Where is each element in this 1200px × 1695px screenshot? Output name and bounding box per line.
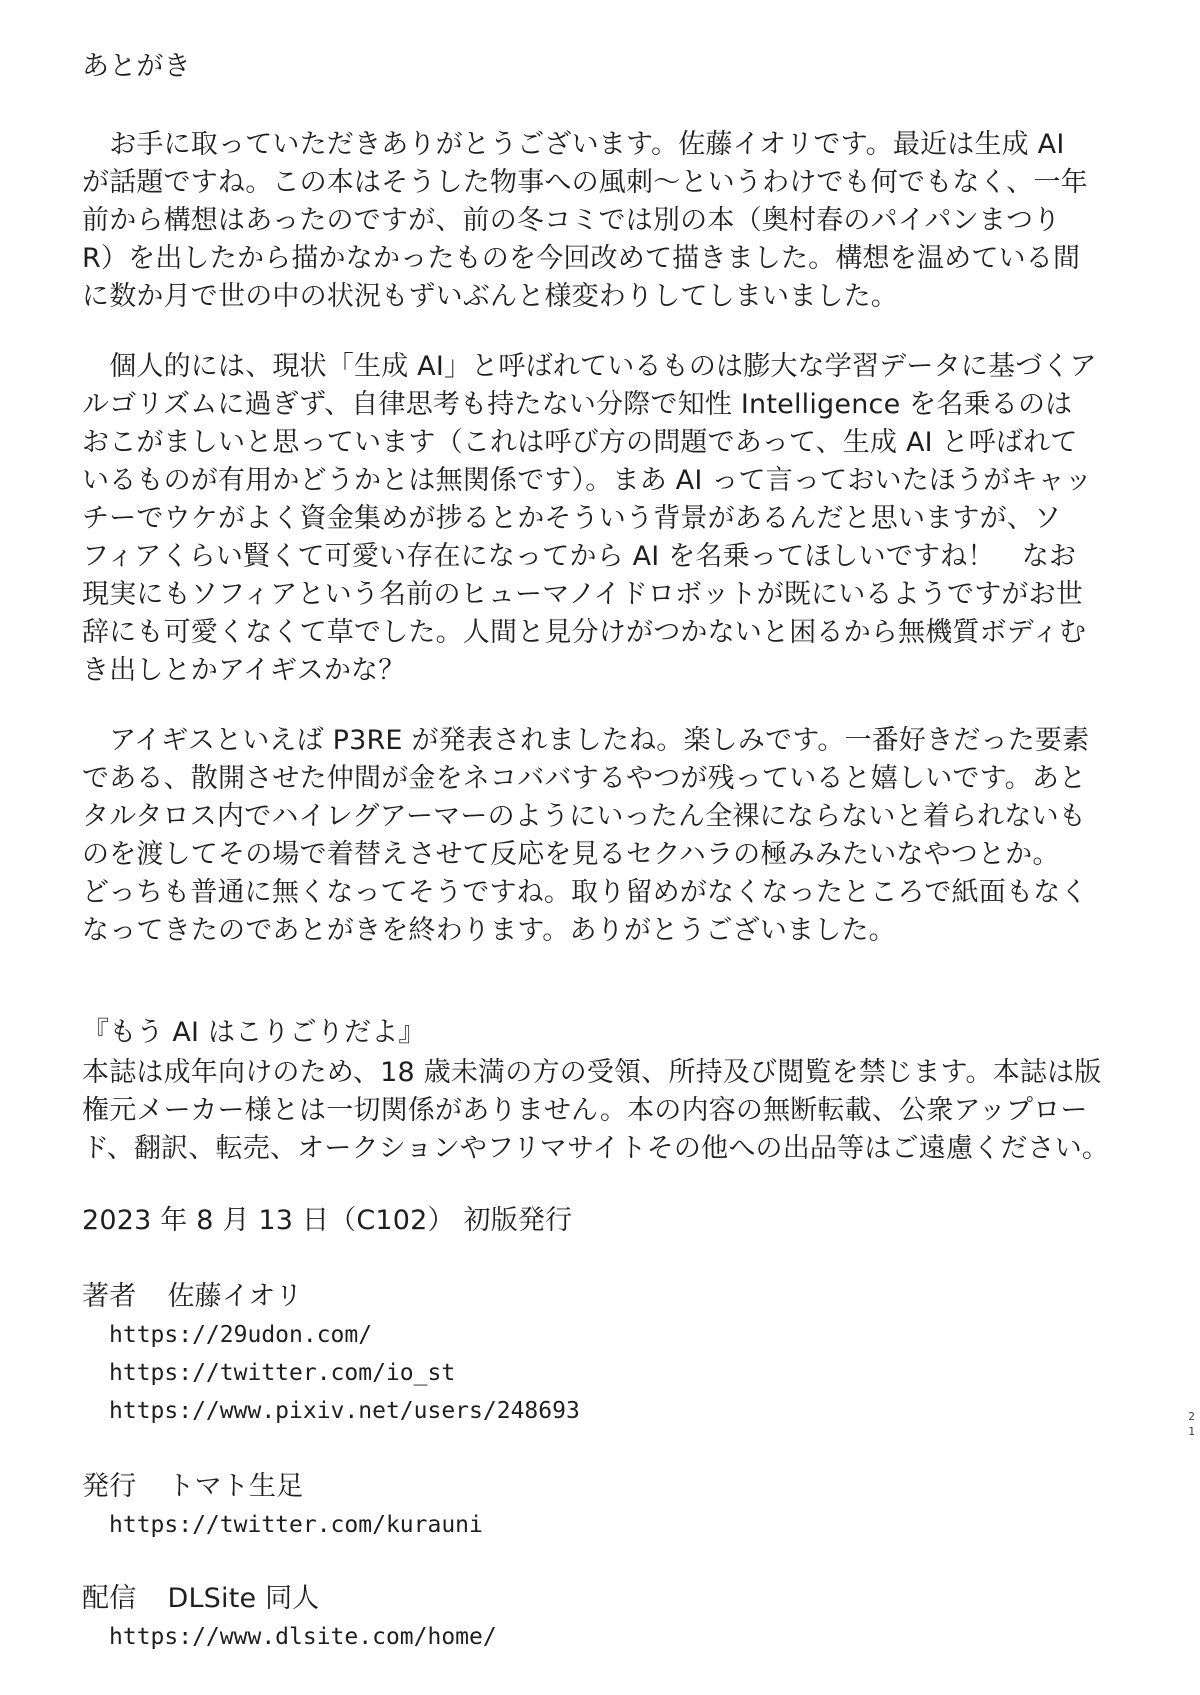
author-block xyxy=(82,1278,1130,1430)
author-url: https://www.pixiv.net/users/248693 xyxy=(109,1398,580,1424)
distribution-block xyxy=(82,1580,1130,1656)
text-line: フィアくらい賢くて可愛い存在になってから AI を名乗ってほしいですね！ なお xyxy=(82,541,1077,572)
disclaimer xyxy=(82,1054,1130,1168)
author-label: 著者 xyxy=(82,1281,137,1312)
book-title: 『もう AI はこりごりだよ』 xyxy=(82,1017,426,1048)
text-line: ルゴリズムに過ぎず、自律思考も持たない分際で知性 Intelligence を名乗るのは xyxy=(82,389,1073,420)
text-line: 個人的には、現状「生成 AI」と呼ばれているものは膨大な学習データに基づくア xyxy=(82,351,1097,382)
distribution-label: 配信 xyxy=(82,1583,137,1614)
distribution-url: https://www.dlsite.com/home/ xyxy=(109,1624,497,1650)
publisher-url: https://twitter.com/kurauni xyxy=(109,1512,483,1538)
paragraph-2 xyxy=(82,348,1130,690)
text-line: に数か月で世の中の状況もずいぶんと様変わりしてしまいました。 xyxy=(82,281,898,312)
distribution-line xyxy=(82,1580,1130,1618)
text-line: 本誌は成年向けのため、18 歳未満の方の受領、所持及び閲覧を禁じます。本誌は版 xyxy=(82,1057,1102,1088)
text-line: である、散開させた仲間が金をネコババするやつが残っていると嬉しいです。あと xyxy=(82,763,1087,794)
publisher-line xyxy=(82,1468,1130,1506)
text-line: ド、翻訳、転売、オークションやフリマサイトその他への出品等はご遠慮ください。 xyxy=(82,1133,1110,1164)
publisher-label: 発行 xyxy=(82,1471,137,1502)
page-number: 21 xyxy=(1185,1410,1198,1440)
publisher-name: トマト生足 xyxy=(167,1471,304,1502)
paragraph-3 xyxy=(82,722,1130,950)
text-line: き出しとかアイギスかな？ xyxy=(82,655,406,686)
author-line xyxy=(82,1278,1130,1316)
text-line: なってきたのであとがきを終わります。ありがとうございました。 xyxy=(82,915,896,946)
text-line: どっちも普通に無くなってそうですね。取り留めがなくなったところで紙面もなく xyxy=(82,877,1088,908)
text-line: 現実にもソフィアという名前のヒューマノイドロボットが既にいるようですがお世 xyxy=(82,579,1083,610)
text-line: R）を出したから描かなかったものを今回改めて描きました。構想を温めている間 xyxy=(82,243,1081,274)
text-line: おこがましいと思っています（これは呼び方の問題であって、生成 AI と呼ばれて xyxy=(82,427,1078,458)
text-line: のを渡してその場で着替えさせて反応を見るセクハラの極みみたいなやつとか。 xyxy=(82,839,1060,870)
text-line: 前から構想はあったのですが、前の冬コミでは別の本（奥村春のパイパンまつり xyxy=(82,205,1061,236)
author-name: 佐藤イオリ xyxy=(167,1281,303,1312)
author-url: https://29udon.com/ xyxy=(109,1322,373,1348)
text-line: いるものが有用かどうかとは無関係です）。まあ AI って言っておいたほうがキャッ xyxy=(82,465,1093,496)
publisher-block xyxy=(82,1468,1130,1544)
author-url: https://twitter.com/io_st xyxy=(109,1360,456,1386)
publication-date: 2023 年 8 月 13 日（C102） 初版発行 xyxy=(82,1205,573,1236)
distribution-name: DLSite 同人 xyxy=(167,1583,320,1614)
text-line: チーでウケがよく資金集めが捗るとかそういう背景があるんだと思いますが、ソ xyxy=(82,503,1062,534)
text-line: お手に取っていただきありがとうございます。佐藤イオリです。最近は生成 AI xyxy=(82,129,1065,160)
text-line: が話題ですね。この本はそうした物事への風刺〜というわけでも何でもなく、一年 xyxy=(82,167,1088,198)
paragraph-1 xyxy=(82,126,1130,316)
text-line: 権元メーカー様とは一切関係がありません。本の内容の無断転載、公衆アップロー xyxy=(82,1095,1088,1126)
page-title: あとがき xyxy=(82,51,191,82)
text-line: タルタロス内でハイレグアーマーのようにいったん全裸にならないと着られないも xyxy=(82,801,1086,832)
text-line: アイギスといえば P3RE が発表されましたね。楽しみです。一番好きだった要素 xyxy=(82,725,1090,756)
text-line: 辞にも可愛くなくて草でした。人間と見分けがつかないと困るから無機質ボディむ xyxy=(82,617,1087,648)
